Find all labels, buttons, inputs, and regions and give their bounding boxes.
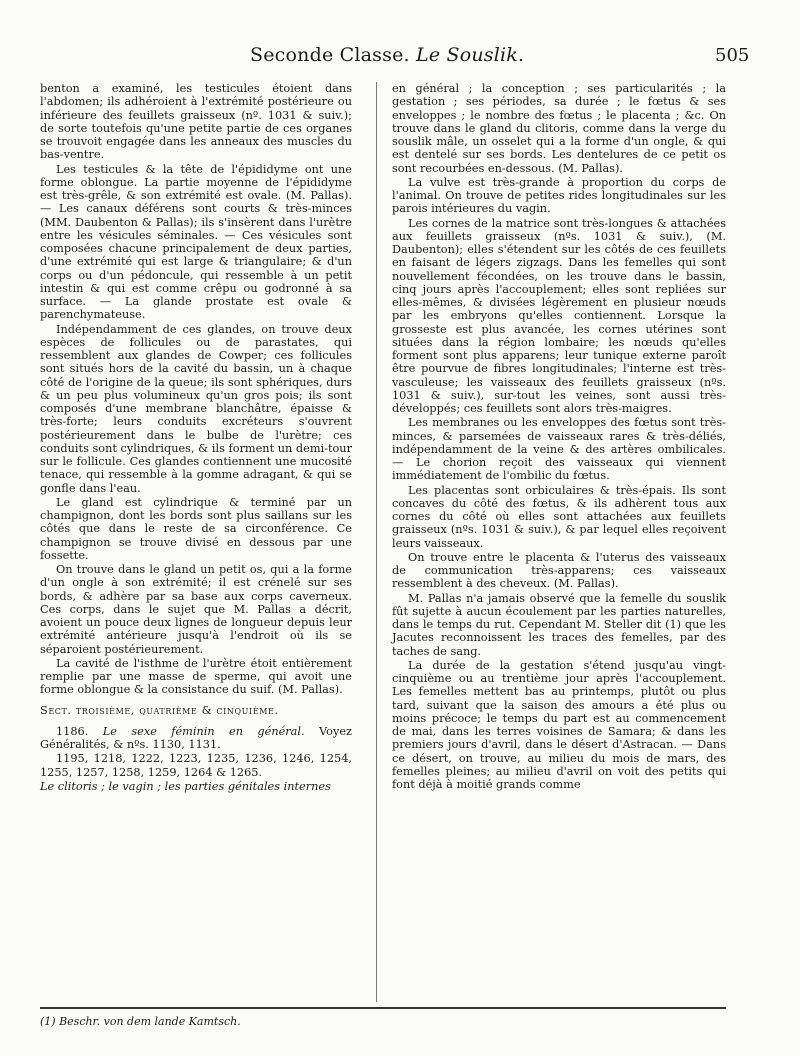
paragraph: On trouve entre le placenta & l'uterus des vaisseaux de communication très-apparens; ces vaisseaux ressemblent à des cheveux. (M. Pallas). [392,550,726,591]
left-column [40,82,352,794]
paragraph: en général ; la conception ; ses particularités ; la gestation ; ses périodes, sa durée ; le fœtus & ses enveloppes ; le nombre des fœtus ; le placenta ; &c. On trouve dans le gland du clitoris, comme dans la verge du souslik mâle, un osselet qui a la forme d'un ongle, & qui est dentelé sur ses bords. Les dentelures de ce petit os sont recourbées en-dessous. (M. Pallas). [392,82,726,175]
section-heading: Sect. troisième, quatrième & cinquième. [40,703,279,717]
running-title-roman: Seconde Classe. [250,44,410,66]
paragraph: benton a examiné, les testicules étoient dans l'abdomen; ils adhéroient à l'extrémité postérieure ou inférieure des feuillets graisseux (nº. 1031 & suiv.); de sorte toutefois qu'une petite partie de ces organes se trouvoit engagée dans les anneaux des muscles du bas-ventre. [40,82,352,162]
section-see: Voyez Généralités, & nºs. 1130, 1131. [40,724,352,751]
running-title-italic: Le Souslik. [416,44,525,66]
section-refs: 1195, 1218, 1222, 1223, 1235, 1236, 1246, 1254, 1255, 1257, 1258, 1259, 1264 & 1265. [40,752,352,779]
paragraph: Les testicules & la tête de l'épididyme ont une forme oblongue. La partie moyenne de l'épididyme est très-grêle, & son extrémité est ovale. (M. Pallas). — Les canaux déférens sont courts & très-minces (MM. Daubenton & Pallas); ils s'insèrent dans l'urètre entre les vésicules séminales. — Ces vésicules sont composées chacune principalement de deux parties, d'une extrémité qui est large & triangulaire; & d'un corps ou d'un pédoncule, qui ressemble à un petit intestin & qui est comme crêpu ou godronné à sa surface. — La glande prostate est ovale & parenchymateuse. [40,162,352,322]
paragraph: Les membranes ou les enveloppes des fœtus sont très-minces, & parsemées de vaisseaux rares & très-déliés, indépendamment de la veine & des artères ombilicales. — Le chorion reçoit des vaisseaux qui viennent immédiatement de l'ombilic du fœtus. [392,416,726,483]
paragraph: Les placentas sont orbiculaires & très-épais. Ils sont concaves du côté des fœtus, & ils adhèrent tous aux cornes du côté où elles sont attachées aux feuillets graisseux (nºs. 1031 & suiv.), & par lequel elles reçoivent leurs vaisseaux. [392,483,726,550]
paragraph: On trouve dans le gland un petit os, qui a la forme d'un ongle à son extrémité; il est crénelé sur ses bords, & adhère par sa base aux corps caverneux. Ces corps, dans le sujet que M. Pallas a décrit, avoient un pouce deux lignes de longueur depuis leur extrémité antérieure jusqu'à l'endroit où ils se séparoient postérieurement. [40,563,352,656]
right-column [392,82,726,792]
paragraph: Indépendamment de ces glandes, on trouve deux espèces de follicules ou de parastates, qui ressemblent aux glandes de Cowper; ces follicules sont situés hors de la cavité du bassin, un à chaque côté de l'origine de la queue; ils sont sphériques, durs & un peu plus volumineux qu'un gros pois; ils sont composés d'une membrane blanchâtre, épaisse & très-forte; leurs conduits excréteurs s'ouvrent postérieurement dans le bulbe de l'urètre; ces conduits sont cylindriques, & ils forment un demi-tour sur le follicule. Ces glandes contiennent une mucosité tenace, qui ressemble à la gomme adragant, & qui se gonfle dans l'eau. [40,322,352,495]
section-number: 1186. [56,724,89,738]
column-divider [376,82,377,1002]
paragraph: La vulve est très-grande à proportion du corps de l'animal. On trouve de petites rides longitudinales sur les parois intérieures du vagin. [392,175,726,216]
section-entry [40,725,352,752]
paragraph: La durée de la gestation s'étend jusqu'au vingt-cinquième ou au trentième jour après l'accouplement. Les femelles mettent bas au printemps, plutôt ou plus tard, suivant que la saison des amours a été plus ou moins précoce; le temps du part est au commencement de mai, dans les terres voisines de Samara; & dans les premiers jours d'avril, dans le désert d'Astracan. — Dans ce désert, on trouve, au milieu du mois de mars, des femelles pleines; au milieu d'avril on voit des petits qui font déjà à moitié grands comme [392,658,726,791]
section-lead: Le sexe féminin en général. [102,724,305,738]
page-number: 505 [715,45,750,66]
paragraph: La cavité de l'isthme de l'urètre étoit entièrement remplie par une masse de sperme, qui avoit une forme oblongue & la consistance du suif. (M. Pallas). [40,656,352,697]
running-header [0,44,800,72]
running-title [250,44,524,66]
paragraph: M. Pallas n'a jamais observé que la femelle du souslik fût sujette à aucun écoulement par les parties naturelles, dans le temps du rut. Cependant M. Steller dit (1) que les Jacutes reconnoissent les traces des femelles, par des taches de sang. [392,591,726,658]
paragraph: Le gland est cylindrique & terminé par un champignon, dont les bords sont plus saillans sur les côtés que dans le reste de sa circonférence. Ce champignon se trouve divisé en dessous par une fossette. [40,495,352,562]
section-topics: Le clitoris ; le vagin ; les parties génitales internes [40,779,331,793]
footnote: (1) Beschr. von dem lande Kamtsch. [40,1015,241,1028]
footnote-rule [40,1007,726,1009]
paragraph: Les cornes de la matrice sont très-longues & attachées aux feuillets graisseux (nºs. 1031 & suiv.), (M. Daubenton); elles s'étendent sur les côtés de ces feuillets en faisant de légers zigzags. Dans les femelles qui sont nouvellement fécondées, on les trouve dans le bassin, cinq jours après l'accouplement; elles sont repliées sur elles-mêmes, & divisées légèrement en plusieur nœuds par les embryons qu'elles contiennent. Lorsque la grosseste est plus avancée, les cornes utérines sont situées dans la région lombaire; les nœuds qu'elles forment sont plus apparens; leur tunique externe paroît être pourvue de fibres longitudinales; l'interne est très-vasculeuse; les vaisseaux des feuillets graisseux (nºs. 1031 & suiv.), sur-tout les veines, sont aussi très-développés; ces feuillets sont alors très-maigres. [392,216,726,415]
